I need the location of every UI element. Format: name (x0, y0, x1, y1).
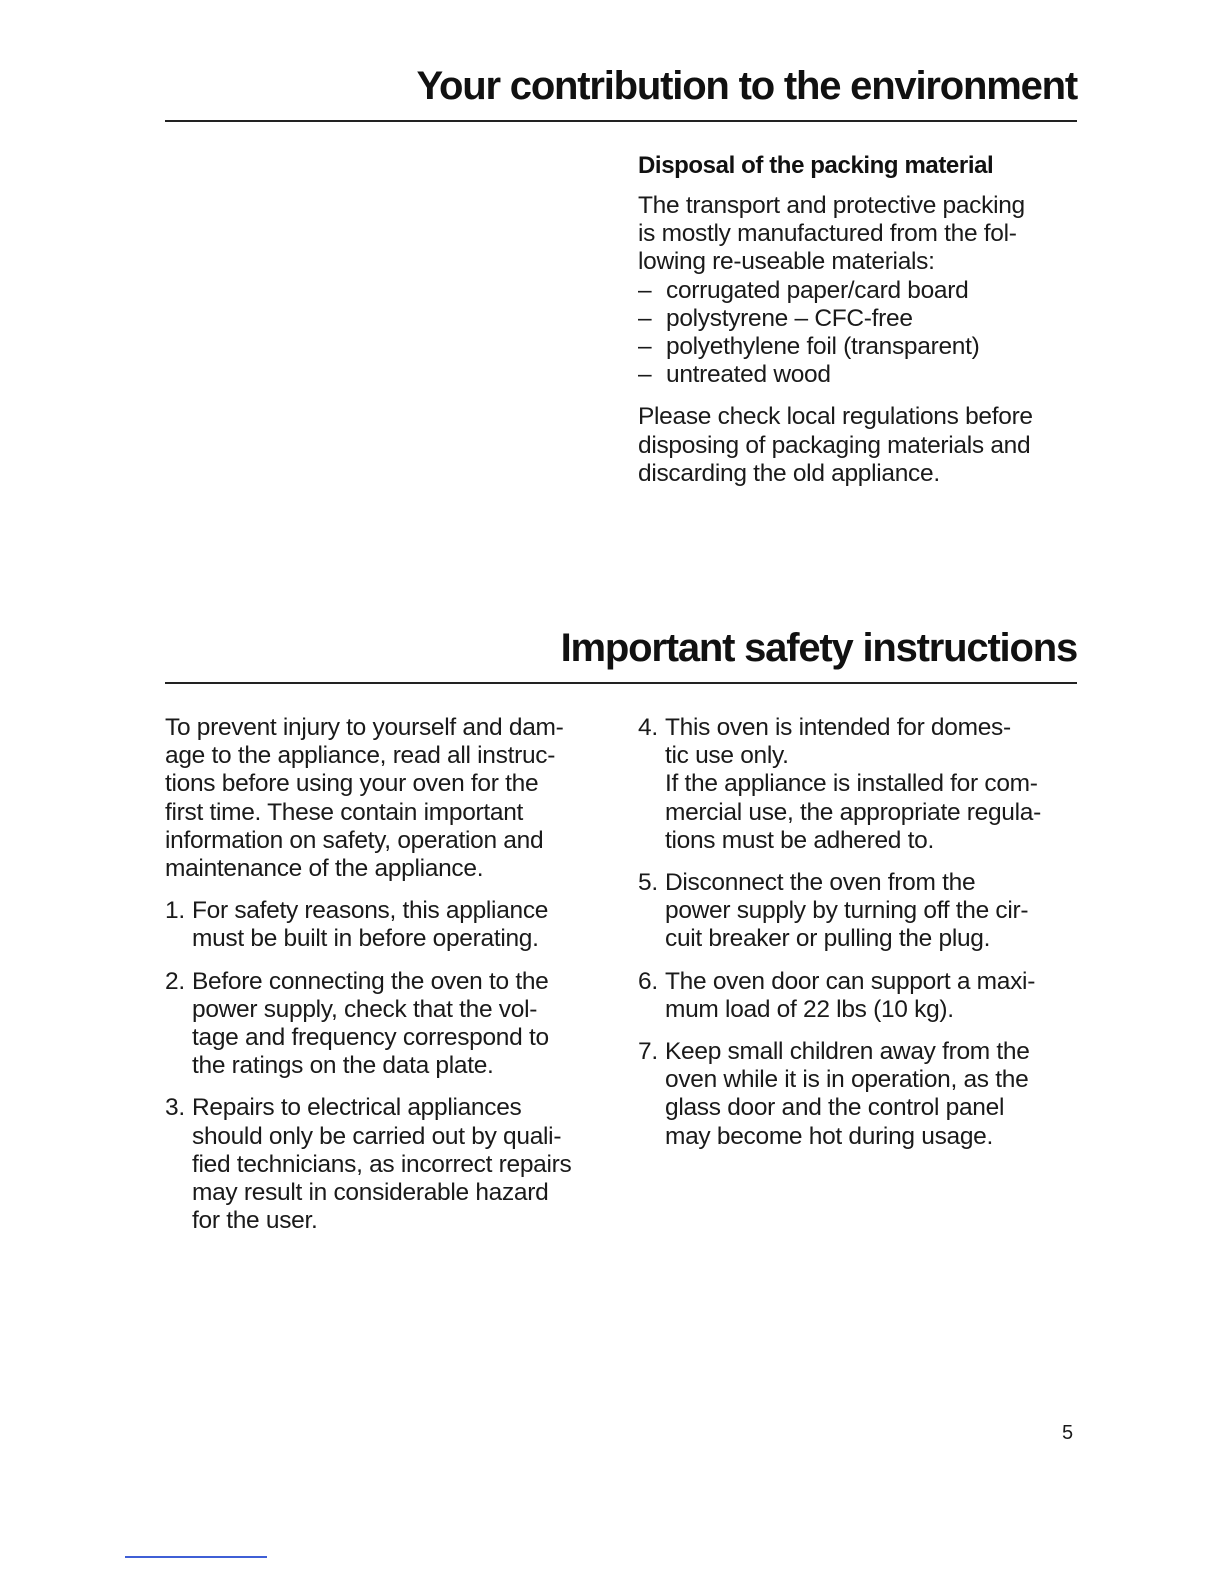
dash-bullet: – (638, 333, 652, 361)
safety-item (165, 897, 605, 953)
disposal-note-line: disposing of packaging materials and (638, 431, 1031, 459)
disposal-section (638, 152, 1078, 488)
safety-item (638, 1038, 1078, 1151)
material-text: corrugated paper/card board (666, 276, 969, 304)
dash-bullet: – (638, 304, 652, 332)
disposal-note-line: discarding the old appliance. (638, 459, 940, 487)
safety-item-number: 2. (165, 967, 185, 995)
safety-item-text (192, 1094, 605, 1235)
material-item (638, 305, 1078, 333)
safety-item-line: tage and frequency correspond to (192, 1024, 549, 1052)
safety-item-line: oven while it is in operation, as the (665, 1066, 1029, 1094)
disposal-intro (638, 192, 1078, 277)
safety-item-line: may become hot during usage. (665, 1122, 993, 1150)
disposal-heading: Disposal of the packing material (638, 152, 994, 179)
disposal-note (638, 403, 1078, 488)
safety-item (165, 1094, 605, 1235)
safety-item (638, 714, 1078, 855)
safety-item-text (192, 968, 605, 1081)
safety-list-right (638, 714, 1078, 1151)
safety-item (638, 869, 1078, 954)
safety-item-line: mercial use, the appropriate regula- (665, 798, 1041, 826)
material-text: polystyrene – CFC-free (666, 304, 913, 332)
safety-item-number: 3. (165, 1094, 185, 1122)
safety-item-line: This oven is intended for domes- (665, 714, 1011, 741)
safety-left-column (165, 714, 605, 1235)
safety-item-text (665, 968, 1078, 1024)
safety-intro-line: maintenance of the appliance. (165, 855, 484, 883)
safety-item-line: the ratings on the data plate. (192, 1052, 494, 1080)
safety-item-number: 5. (638, 869, 658, 897)
disposal-intro-line: The transport and protective packing (638, 192, 1025, 219)
material-item (638, 333, 1078, 361)
safety-intro-line: first time. These contain important (165, 798, 524, 826)
safety-item-line: Disconnect the oven from the (665, 869, 976, 897)
safety-item-text (665, 1038, 1078, 1151)
material-item (638, 361, 1078, 389)
safety-item-line: power supply by turning off the cir- (665, 897, 1029, 925)
safety-item-line: may result in considerable hazard (192, 1179, 549, 1207)
safety-item-line: tic use only. (665, 742, 789, 770)
dash-bullet: – (638, 276, 652, 304)
safety-item-line: glass door and the control panel (665, 1094, 1005, 1122)
safety-item-line: tions must be adhered to. (665, 826, 934, 854)
safety-intro-line: information on safety, operation and (165, 826, 544, 854)
safety-item-number: 7. (638, 1038, 658, 1066)
safety-item-line: for the user. (192, 1207, 318, 1235)
safety-section-title: Important safety instructions (560, 626, 1077, 670)
safety-title-rule (165, 682, 1077, 684)
safety-item-text (665, 869, 1078, 954)
safety-item-line: power supply, check that the vol- (192, 995, 538, 1023)
safety-item-number: 6. (638, 967, 658, 995)
safety-item-line: fied technicians, as incorrect repairs (192, 1150, 572, 1178)
material-item (638, 277, 1078, 305)
safety-item (638, 968, 1078, 1024)
environment-title-rule (165, 120, 1077, 122)
safety-item-line: should only be carried out by quali- (192, 1122, 562, 1150)
disposal-note-line: Please check local regulations before (638, 403, 1033, 431)
material-text: polyethylene foil (transparent) (666, 333, 980, 361)
safety-item-number: 4. (638, 714, 658, 741)
safety-item-line: cuit breaker or pulling the plug. (665, 925, 991, 953)
safety-item-text (665, 714, 1078, 855)
safety-list-left (165, 897, 605, 1235)
safety-item-text (192, 897, 605, 953)
safety-item-line: Before connecting the oven to the (192, 967, 549, 995)
bottom-edge-mark (125, 1556, 267, 1558)
disposal-intro-line: lowing re-useable materials: (638, 248, 935, 276)
safety-item-number: 1. (165, 897, 185, 925)
safety-intro-line: age to the appliance, read all instruc- (165, 742, 556, 770)
safety-right-column (638, 714, 1078, 1151)
dash-bullet: – (638, 361, 652, 389)
safety-intro-line: To prevent injury to yourself and dam- (165, 714, 564, 741)
safety-item-line: must be built in before operating. (192, 925, 539, 953)
page-number: 5 (1062, 1422, 1074, 1444)
safety-item-line: Keep small children away from the (665, 1038, 1030, 1066)
safety-item-line: mum load of 22 lbs (10 kg). (665, 995, 954, 1023)
environment-section-title: Your contribution to the environment (416, 64, 1077, 108)
material-text: untreated wood (666, 361, 831, 389)
materials-list (638, 277, 1078, 390)
safety-item-line: Repairs to electrical appliances (192, 1094, 522, 1122)
safety-item-line: For safety reasons, this appliance (192, 897, 549, 925)
safety-item (165, 968, 605, 1081)
disposal-intro-line: is mostly manufactured from the fol- (638, 220, 1017, 248)
safety-intro (165, 714, 605, 883)
safety-intro-line: tions before using your oven for the (165, 770, 539, 798)
safety-item-line: The oven door can support a maxi- (665, 967, 1036, 995)
safety-item-line: If the appliance is installed for com- (665, 770, 1038, 798)
